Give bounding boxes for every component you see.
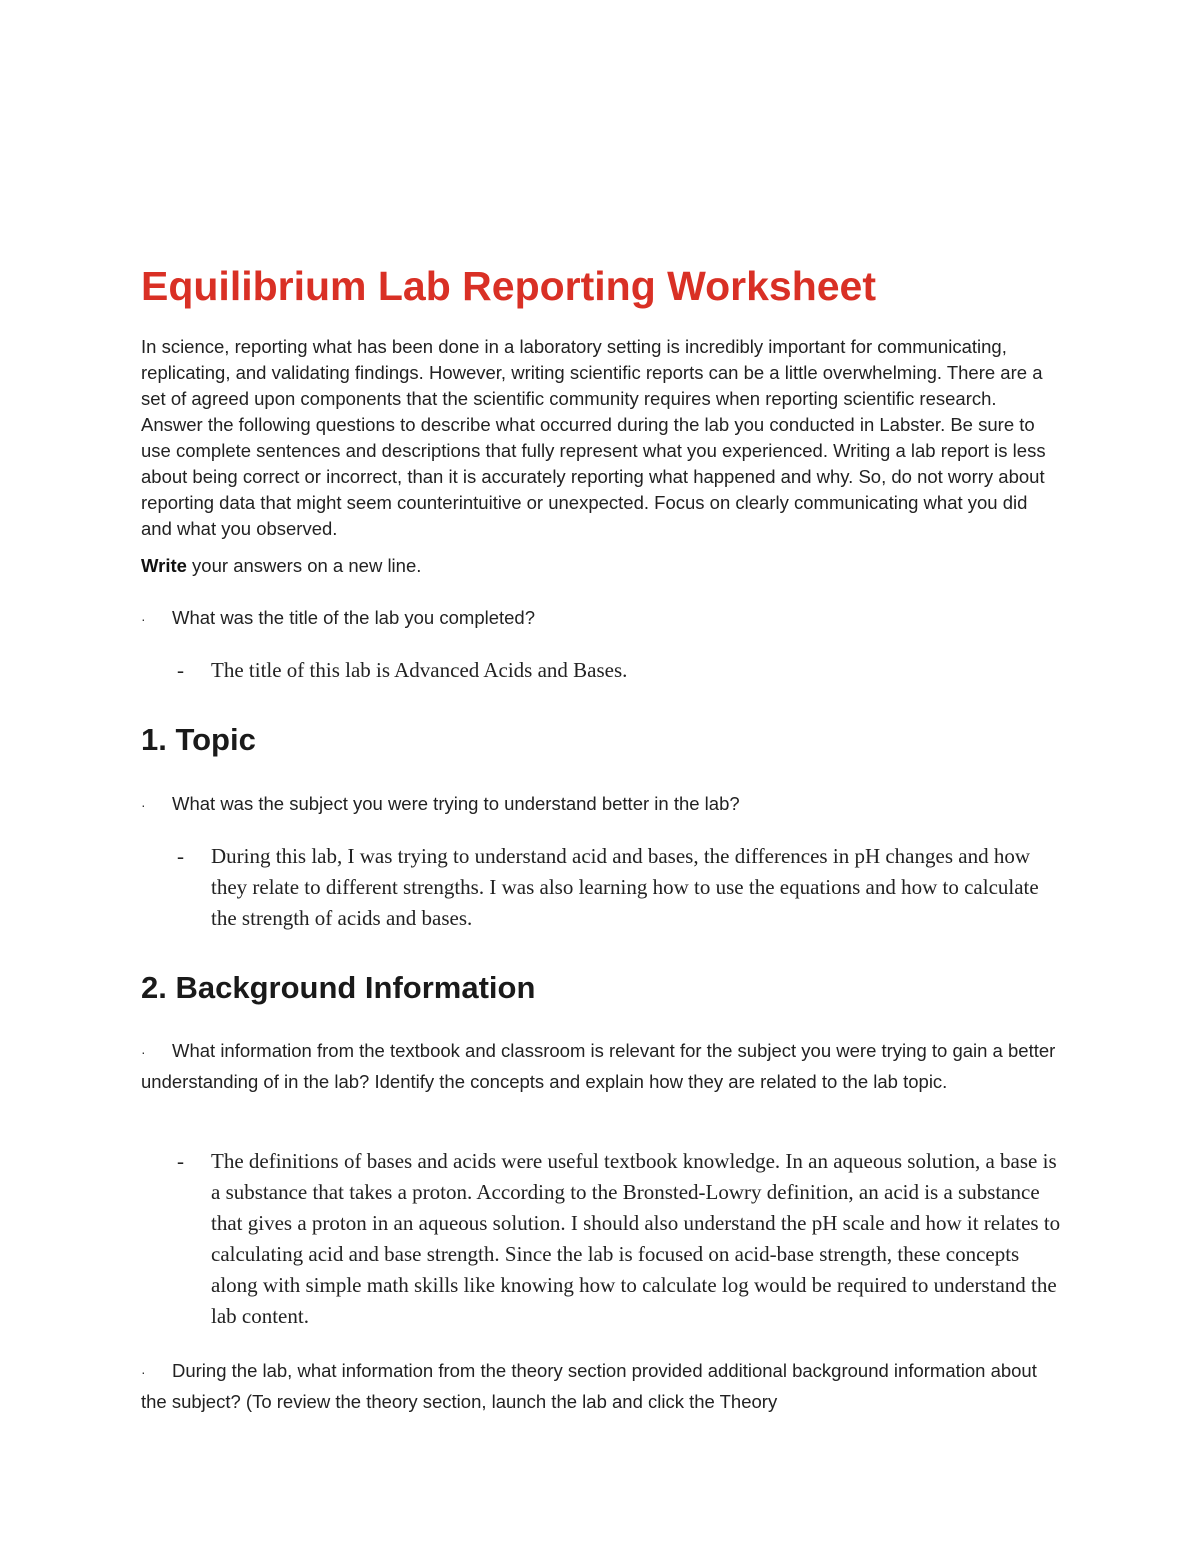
bullet-icon: ·: [141, 1364, 146, 1380]
question-lab-title: [141, 603, 1061, 634]
answer-text: The definitions of bases and acids were useful textbook knowledge. In an aqueous solution, a base is a substance that takes a proton. According to the Bronsted-Lowry definition, an acid is a substance that gives a proton in an aqueous solution. I should also understand the pH scale and how it relates to calculating acid and base strength. Since the lab is focused on acid-base strength, these concepts along with simple math skills like knowing how to calculate log would be required to understand the lab content.: [211, 1149, 1061, 1328]
question-topic: [141, 789, 1061, 820]
page-title: Equilibrium Lab Reporting Worksheet: [141, 263, 877, 309]
dash-icon: -: [177, 844, 184, 868]
dash-icon: -: [177, 1149, 184, 1173]
question-text: What information from the textbook and classroom is relevant for the subject you were trying to gain a better understanding of in the lab? Identify the concepts and explain how they are related to the lab topic.: [141, 1040, 1056, 1092]
question-text: What was the title of the lab you completed?: [172, 607, 536, 628]
answer-text: The title of this lab is Advanced Acids and Bases.: [211, 658, 628, 682]
question-text: During the lab, what information from the theory section provided additional background information about the subject? (To review the theory section, launch the lab and click the Theory: [141, 1360, 1037, 1412]
question-background-2: [141, 1356, 1061, 1416]
bullet-icon: ·: [141, 611, 146, 627]
dash-icon: -: [177, 658, 184, 682]
intro-paragraph: In science, reporting what has been done in a laboratory setting is incredibly important for communicating, replicating, and validating findings. However, writing scientific reports can be a little overwhelming. There are a set of agreed upon components that the scientific community requires when reporting scientific research. Answer the following questions to describe what occurred during the lab you conducted in Labster. Be sure to use complete sentences and descriptions that fully represent what you experienced. Writing a lab report is less about being correct or incorrect, than it is accurately reporting what happened and why. So, do not worry about reporting data that might seem counterintuitive or unexpected. Focus on clearly communicating what you did and what you observed.: [141, 336, 1046, 539]
answer-topic: [177, 841, 1067, 934]
question-background-1: [141, 1036, 1061, 1096]
answer-lab-title: [177, 655, 1067, 686]
bullet-icon: ·: [141, 1044, 146, 1060]
instruction-line: [141, 553, 421, 579]
bullet-icon: ·: [141, 797, 146, 813]
instruction-bold: Write: [141, 555, 187, 576]
question-text: What was the subject you were trying to understand better in the lab?: [172, 793, 740, 814]
section-heading-background: 2. Background Information: [141, 970, 536, 1005]
section-heading-topic: 1. Topic: [141, 722, 256, 757]
instruction-text: your answers on a new line.: [186, 555, 422, 576]
answer-text: During this lab, I was trying to understand acid and bases, the differences in pH changes and how they relate to different strengths. I was also learning how to use the equations and how to calculate the strength of acids and bases.: [211, 844, 1039, 930]
answer-background-1: [177, 1146, 1067, 1332]
